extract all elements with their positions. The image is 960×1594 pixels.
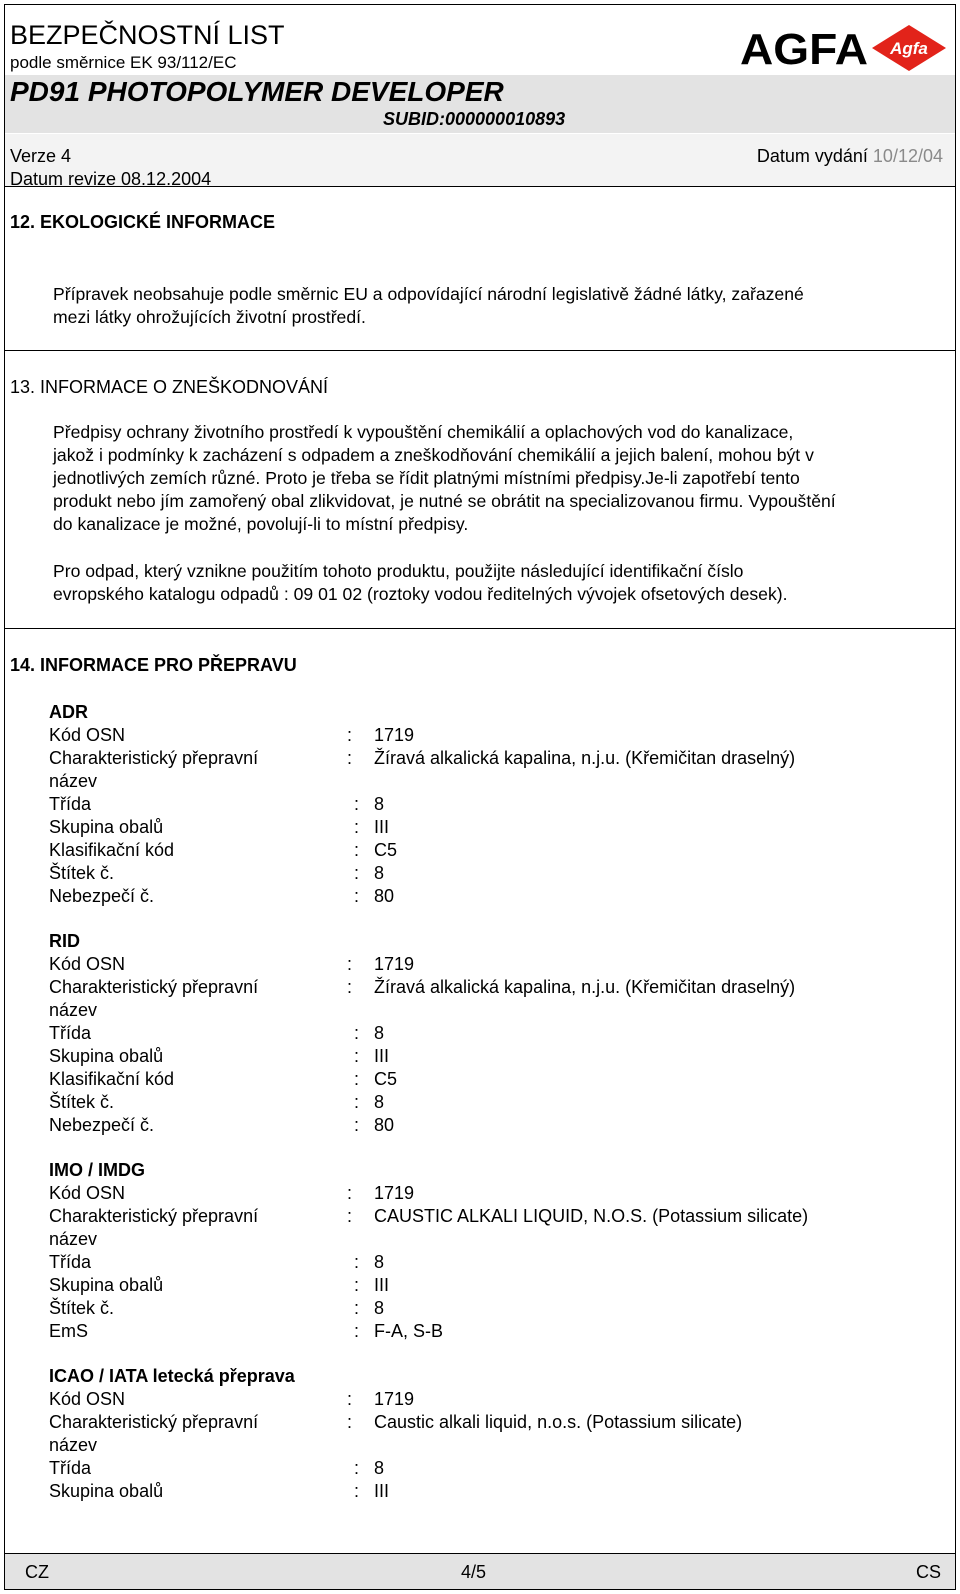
section-13-paragraph-1 [53,421,836,536]
row-colon: : [354,1069,360,1089]
safety-data-sheet-page [4,4,956,1590]
row-colon: : [347,1389,353,1409]
row-colon: : [354,1298,360,1318]
row-label: Kód OSN [49,954,126,974]
row-value: 8 [374,794,385,814]
row-label: EmS [49,1321,89,1341]
page-number: 4/5 [461,1562,487,1582]
text-line: do kanalizace je možné, povolují-li to místní předpisy. [53,514,469,534]
row-colon: : [354,840,360,860]
row-label: Charakteristický přepravní [49,1206,259,1226]
row-value: 80 [374,886,395,906]
row-colon: : [347,1412,353,1432]
row-value: 8 [374,863,385,883]
row-value: 8 [374,1252,385,1272]
text-line: mezi látky ohrožujících životní prostředí. [53,307,366,327]
row-colon: : [354,1481,360,1501]
row-label: Klasifikační kód [49,840,175,860]
row-label: název [49,771,98,791]
row-colon: : [347,748,353,768]
row-label: název [49,1000,98,1020]
rid-group-title: RID [49,931,80,951]
row-value: III [374,1275,390,1295]
row-value: C5 [374,1069,398,1089]
section-12-title: 12. EKOLOGICKÉ INFORMACE [10,212,276,232]
row-value: 1719 [374,1183,415,1203]
issue-date: 10/12/04 [872,146,943,166]
row-value: III [374,1046,390,1066]
revision-date: Datum revize 08.12.2004 [10,169,212,189]
product-name: PD91 PHOTOPOLYMER DEVELOPER [10,76,504,107]
row-label: Skupina obalů [49,817,164,837]
row-value: Caustic alkali liquid, n.o.s. (Potassium silicate) [374,1412,743,1432]
agfa-wordmark: AGFA [740,25,868,71]
subid: SUBID:000000010893 [383,109,566,129]
row-value: 8 [374,1298,385,1318]
row-label: Štítek č. [49,1092,115,1112]
row-label: Skupina obalů [49,1481,164,1501]
row-colon: : [354,1458,360,1478]
text-line: evropského katalogu odpadů : 09 01 02 (roztoky vodou ředitelných vývojek ofsetových desek). [53,584,788,604]
text-line: Pro odpad, který vznikne použitím tohoto produktu, použijte následující identifikační číslo [53,561,744,581]
directive: podle směrnice EK 93/112/EC [10,53,237,72]
row-value: Žíravá alkalická kapalina, n.j.u. (Křemičitan draselný) [374,748,796,768]
row-colon: : [354,1023,360,1043]
row-label: Kód OSN [49,1389,126,1409]
icao-group-title: ICAO / IATA letecká přeprava [49,1366,295,1386]
text-line: Předpisy ochrany životního prostředí k vypouštění chemikálií a oplachových vod do kanalizace, [53,422,794,442]
row-value: F-A, S-B [374,1321,444,1341]
row-value: 8 [374,1458,385,1478]
row-label: Třída [49,794,92,814]
row-colon: : [354,1092,360,1112]
row-value: III [374,817,390,837]
issue-date-block [757,146,943,167]
row-colon: : [354,863,360,883]
row-value: III [374,1481,390,1501]
version: Verze 4 [10,146,72,166]
imo-group-title: IMO / IMDG [49,1160,145,1180]
row-value: 1719 [374,954,415,974]
row-colon: : [354,886,360,906]
page-footer [5,1553,955,1590]
text-line: jakož i podmínky k zacházení s odpadem a zneškodňování chemikálií a jejich balení, mohou být v [53,445,814,465]
row-value: 80 [374,1115,395,1135]
row-value: 8 [374,1092,385,1112]
section-13-title: 13. INFORMACE O ZNEŠKODNOVÁNÍ [10,377,329,397]
row-value: Žíravá alkalická kapalina, n.j.u. (Křemičitan draselný) [374,977,796,997]
row-label: Skupina obalů [49,1275,164,1295]
text-line: Přípravek neobsahuje podle směrnic EU a odpovídající národní legislativě žádné látky, zařazené [53,284,804,304]
row-colon: : [347,725,353,745]
row-label: Skupina obalů [49,1046,164,1066]
row-label: název [49,1229,98,1249]
row-colon: : [347,954,353,974]
row-value: C5 [374,840,398,860]
row-colon: : [354,1046,360,1066]
issue-date-label: Datum vydání [756,146,868,166]
row-label: Nebezpečí č. [49,1115,155,1135]
text-line: produkt nebo jím zamořený obal zlikvidovat, je nutné se obrátit na specializovanou firmu. Vypouštění [53,491,836,511]
row-label: Charakteristický přepravní [49,1412,259,1432]
row-label: Nebezpečí č. [49,886,155,906]
row-colon: : [354,817,360,837]
row-label: Štítek č. [49,863,115,883]
row-colon: : [347,1206,353,1226]
document-header [5,5,955,189]
row-label: Třída [49,1252,92,1272]
row-colon: : [347,977,353,997]
adr-group-title: ADR [49,702,88,722]
row-label: název [49,1435,98,1455]
row-label: Třída [49,1458,92,1478]
row-colon: : [354,1115,360,1135]
row-label: Klasifikační kód [49,1069,175,1089]
section-13-paragraph-2 [53,560,788,606]
row-label: Třída [49,1023,92,1043]
section-divider [5,628,955,629]
row-label: Kód OSN [49,1183,126,1203]
section-12-text [53,283,804,329]
section-divider [5,350,955,351]
text-line: jednotlivých zemích různé. Proto je třeba se řídit platnými místními předpisy.Je-li zapotřebí tento [53,468,800,488]
agfa-badge-text: Agfa [890,39,928,58]
row-colon: : [347,1183,353,1203]
row-value: 8 [374,1023,385,1043]
footer-language: CS [915,1562,941,1582]
row-value: 1719 [374,1389,415,1409]
row-colon: : [354,1252,360,1272]
row-value: 1719 [374,725,415,745]
row-colon: : [354,1275,360,1295]
row-label: Štítek č. [49,1298,115,1318]
header-divider [5,186,955,187]
row-colon: : [354,1321,360,1341]
row-value: CAUSTIC ALKALI LIQUID, N.O.S. (Potassium silicate) [374,1206,809,1226]
document-type: BEZPEČNOSTNÍ LIST [10,20,285,50]
section-14-title: 14. INFORMACE PRO PŘEPRAVU [10,655,297,675]
row-label: Charakteristický přepravní [49,748,259,768]
row-label: Charakteristický přepravní [49,977,259,997]
agfa-logo [740,23,950,71]
row-label: Kód OSN [49,725,126,745]
row-colon: : [354,794,360,814]
footer-country: CZ [25,1562,49,1582]
